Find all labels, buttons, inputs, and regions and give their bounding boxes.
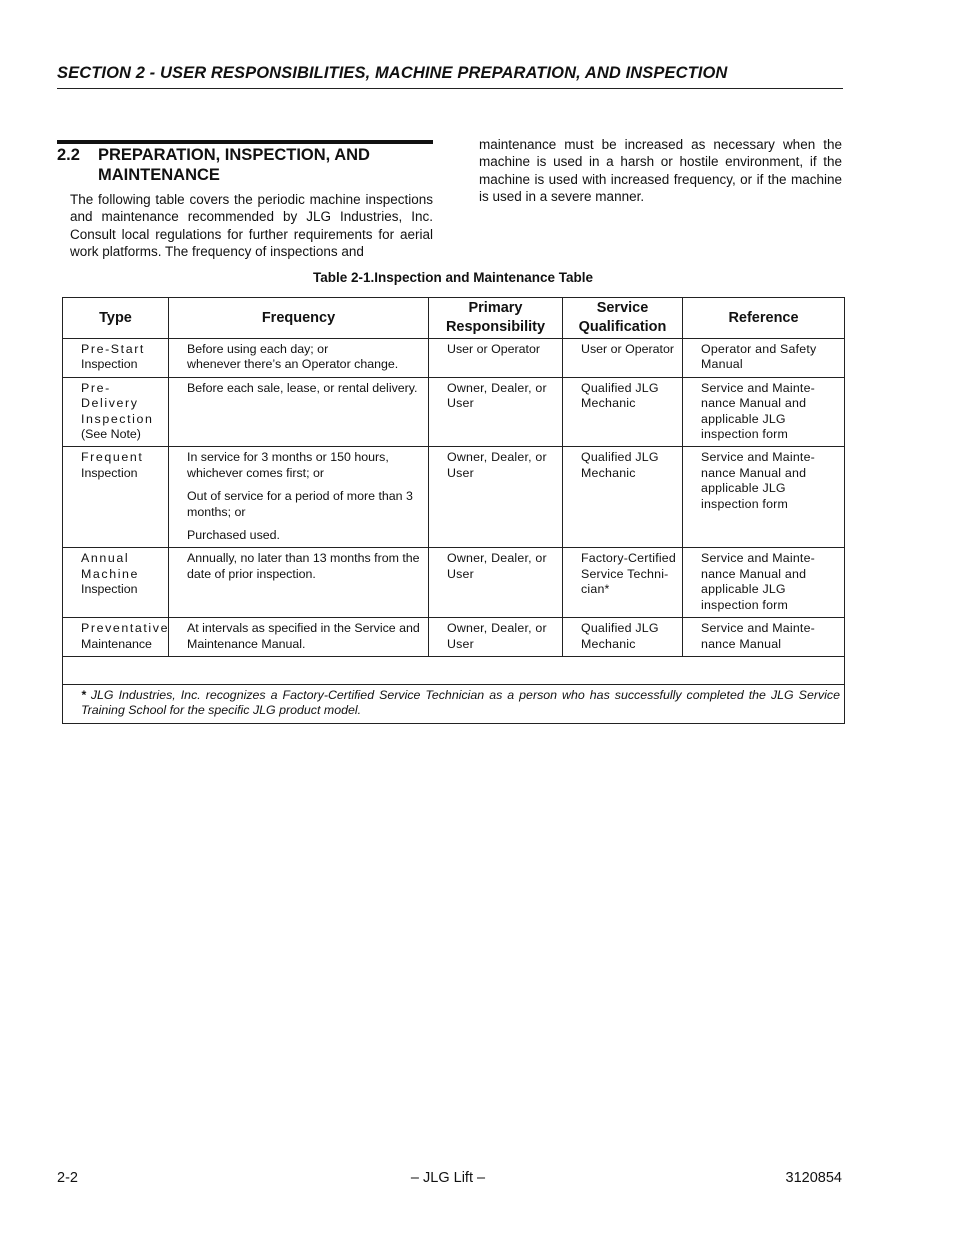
document-number: 3120854 <box>785 1170 842 1186</box>
cell-responsibility: Owner, Dealer, or User <box>429 548 563 618</box>
frequency-line: Before each sale, lease, or rental delivery. <box>187 380 418 395</box>
cell-reference: Service and Maintenance Manual and applicable JLG inspection form <box>683 447 845 548</box>
table-footnote <box>63 684 845 723</box>
frequency-line: In service for 3 months or 150 hours, whichever comes first; or <box>187 450 389 480</box>
type-line: Inspection <box>81 465 138 480</box>
header-frequency: Frequency <box>169 298 429 339</box>
table-caption: Table 2-1.Inspection and Maintenance Table <box>312 270 594 285</box>
section-title-rule <box>57 140 433 144</box>
cell-qualification: Factory-Certified Service Technician* <box>563 548 683 618</box>
frequency-line: At intervals as specified in the Service and Maintenance Manual. <box>187 621 420 651</box>
cell-reference: Service and Maintenance Manual and applicable JLG inspection form <box>683 377 845 447</box>
header-service-line2: Qualification <box>578 319 667 335</box>
cell-frequency <box>169 548 429 618</box>
header-service-qualification <box>563 298 683 339</box>
table-row <box>63 339 845 378</box>
type-line: Maintenance <box>81 636 152 651</box>
intro-paragraph-left: The following table covers the periodic machine inspections and maintenance recommended by JLG Industries, Inc. Consult local regulations for further requirements for aerial work platforms. The frequency of inspections and <box>70 192 433 259</box>
header-primary-line2: Responsibility <box>445 319 546 335</box>
cell-frequency <box>169 447 429 548</box>
page-number: 2-2 <box>57 1170 78 1186</box>
section-header: SECTION 2 - USER RESPONSIBILITIES, MACHINE PREPARATION, AND INSPECTION <box>57 64 728 82</box>
header-divider <box>57 88 843 89</box>
cell-responsibility: Owner, Dealer, or User <box>429 618 563 657</box>
type-line: Annual <box>81 551 130 566</box>
type-line: Preventative <box>81 621 170 636</box>
frequency-line: Out of service for a period of more than 3 months; or <box>187 489 413 519</box>
spacer-cell <box>63 656 845 684</box>
header-primary-line1: Primary <box>468 300 523 316</box>
header-reference: Reference <box>683 298 845 339</box>
cell-type <box>63 447 169 548</box>
cell-frequency <box>169 339 429 378</box>
table-note-row <box>63 684 845 723</box>
footnote-text: JLG Industries, Inc. recognizes a Factory-Certified Service Technician as a person who has successfully completed the JLG Service Training School for the specific JLG product model. <box>81 687 840 718</box>
type-note: (See Note) <box>81 427 141 442</box>
cell-type <box>63 339 169 378</box>
section-heading <box>57 145 437 185</box>
table-row <box>63 447 845 548</box>
cell-frequency <box>169 377 429 447</box>
type-line: Frequent <box>81 450 144 465</box>
cell-qualification: User or Operator <box>563 339 683 378</box>
footnote-marker: * <box>81 687 86 702</box>
frequency-line: Purchased used. <box>187 528 280 543</box>
type-line: Pre-Delivery <box>81 380 139 411</box>
frequency-line <box>187 342 424 373</box>
intro-paragraph-right: maintenance must be increased as necessary when the machine is used in a harsh or hostile environment, if the machine is used with increased frequency, or if the machine is used in a severe manner. <box>479 137 842 204</box>
table-row <box>63 618 845 657</box>
cell-type <box>63 377 169 447</box>
cell-qualification: Qualified JLG Mechanic <box>563 618 683 657</box>
cell-qualification: Qualified JLG Mechanic <box>563 377 683 447</box>
table-row <box>63 377 845 447</box>
frequency-line: Annually, no later than 13 months from the date of prior inspection. <box>187 551 420 581</box>
cell-responsibility: User or Operator <box>429 339 563 378</box>
inspection-maintenance-table <box>62 297 845 724</box>
cell-reference: Service and Maintenance Manual and applicable JLG inspection form <box>683 548 845 618</box>
cell-type <box>63 548 169 618</box>
table-spacer-row <box>63 656 845 684</box>
cell-type <box>63 618 169 657</box>
type-line: Inspection <box>81 411 154 426</box>
footer-title: – JLG Lift – <box>410 1170 486 1186</box>
cell-responsibility: Owner, Dealer, or User <box>429 377 563 447</box>
cell-qualification: Qualified JLG Mechanic <box>563 447 683 548</box>
header-type: Type <box>63 298 169 339</box>
type-line: Inspection <box>81 582 138 597</box>
section-number: 2.2 <box>57 146 80 164</box>
cell-frequency <box>169 618 429 657</box>
type-line: Machine <box>81 566 140 581</box>
type-line: Inspection <box>81 357 138 372</box>
table-row <box>63 548 845 618</box>
type-line: Pre-Start <box>81 342 145 356</box>
frequency-text: whenever there’s an Operator change. <box>187 357 399 372</box>
header-service-line1: Service <box>596 300 649 316</box>
frequency-text: Before using each day; or <box>187 342 329 356</box>
table-header-row <box>63 298 845 339</box>
header-primary-responsibility <box>429 298 563 339</box>
cell-reference: Service and Maintenance Manual <box>683 618 845 657</box>
section-title: PREPARATION, INSPECTION, AND MAINTENANCE <box>98 146 370 184</box>
cell-reference: Operator and Safety Manual <box>683 339 845 378</box>
cell-responsibility: Owner, Dealer, or User <box>429 447 563 548</box>
